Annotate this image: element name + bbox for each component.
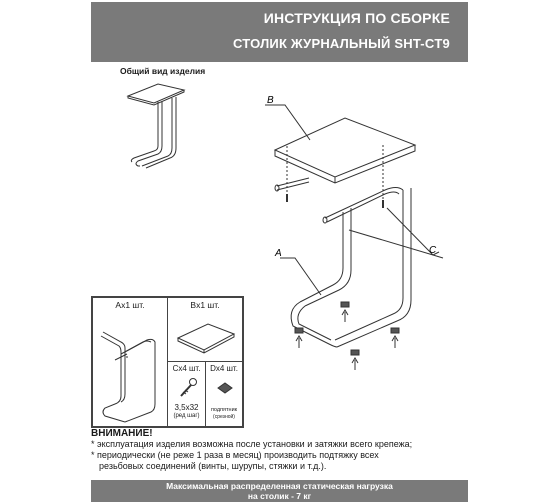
note-line-1: * эксплуатация изделия возможна после установки и затяжки всего крепежа; [91,439,413,449]
label-c: C [429,245,437,256]
part-c-cell [167,361,206,427]
parts-table [91,296,244,428]
pad-note: (срезной) [213,414,235,420]
screw-note: (ред шаг) [173,413,200,419]
part-a-cell [92,297,168,427]
note-line-2: * периодически (не реже 1 раза в месяц) производить подтяжку всех [91,450,379,460]
page-title: ИНСТРУКЦИЯ ПО СБОРКЕ [263,10,450,26]
warning-notes [91,428,468,478]
footer-line-2: на столик - 7 кг [247,490,312,501]
label-a: A [275,248,282,259]
load-footer [91,480,468,502]
product-name: СТОЛИК ЖУРНАЛЬНЫЙ SHT-CT9 [233,36,450,51]
part-d-label: Dx4 шт. [210,364,238,373]
part-b-cell [167,297,243,362]
screw-icon [177,377,199,399]
tabletop-b [275,118,415,177]
part-a-label: Ax1 шт. [115,300,145,310]
pad-name: подпятник [210,407,238,413]
screw-size: 3,5x32 [174,403,199,412]
label-b: B [267,95,274,106]
part-d-cell [205,361,243,427]
part-b-label: Bx1 шт. [190,300,220,310]
warning-heading: ВНИМАНИЕ! [91,428,153,439]
part-c-label: Cx4 шт. [172,364,201,373]
overview-label: Общий вид изделия [120,66,206,76]
frame-a-drawing [95,312,167,424]
note-line-3: резьбовых соединений (винты, шурупы, стяжки и т.д.). [99,461,327,471]
assembly-drawing [225,90,475,380]
header-banner [91,2,468,62]
foot-pad-icon [216,379,234,397]
tabletop-drawing [174,316,238,360]
footer-line-1: Максимальная распределенная статическая нагрузка [166,481,393,491]
overview-drawing [110,76,200,176]
